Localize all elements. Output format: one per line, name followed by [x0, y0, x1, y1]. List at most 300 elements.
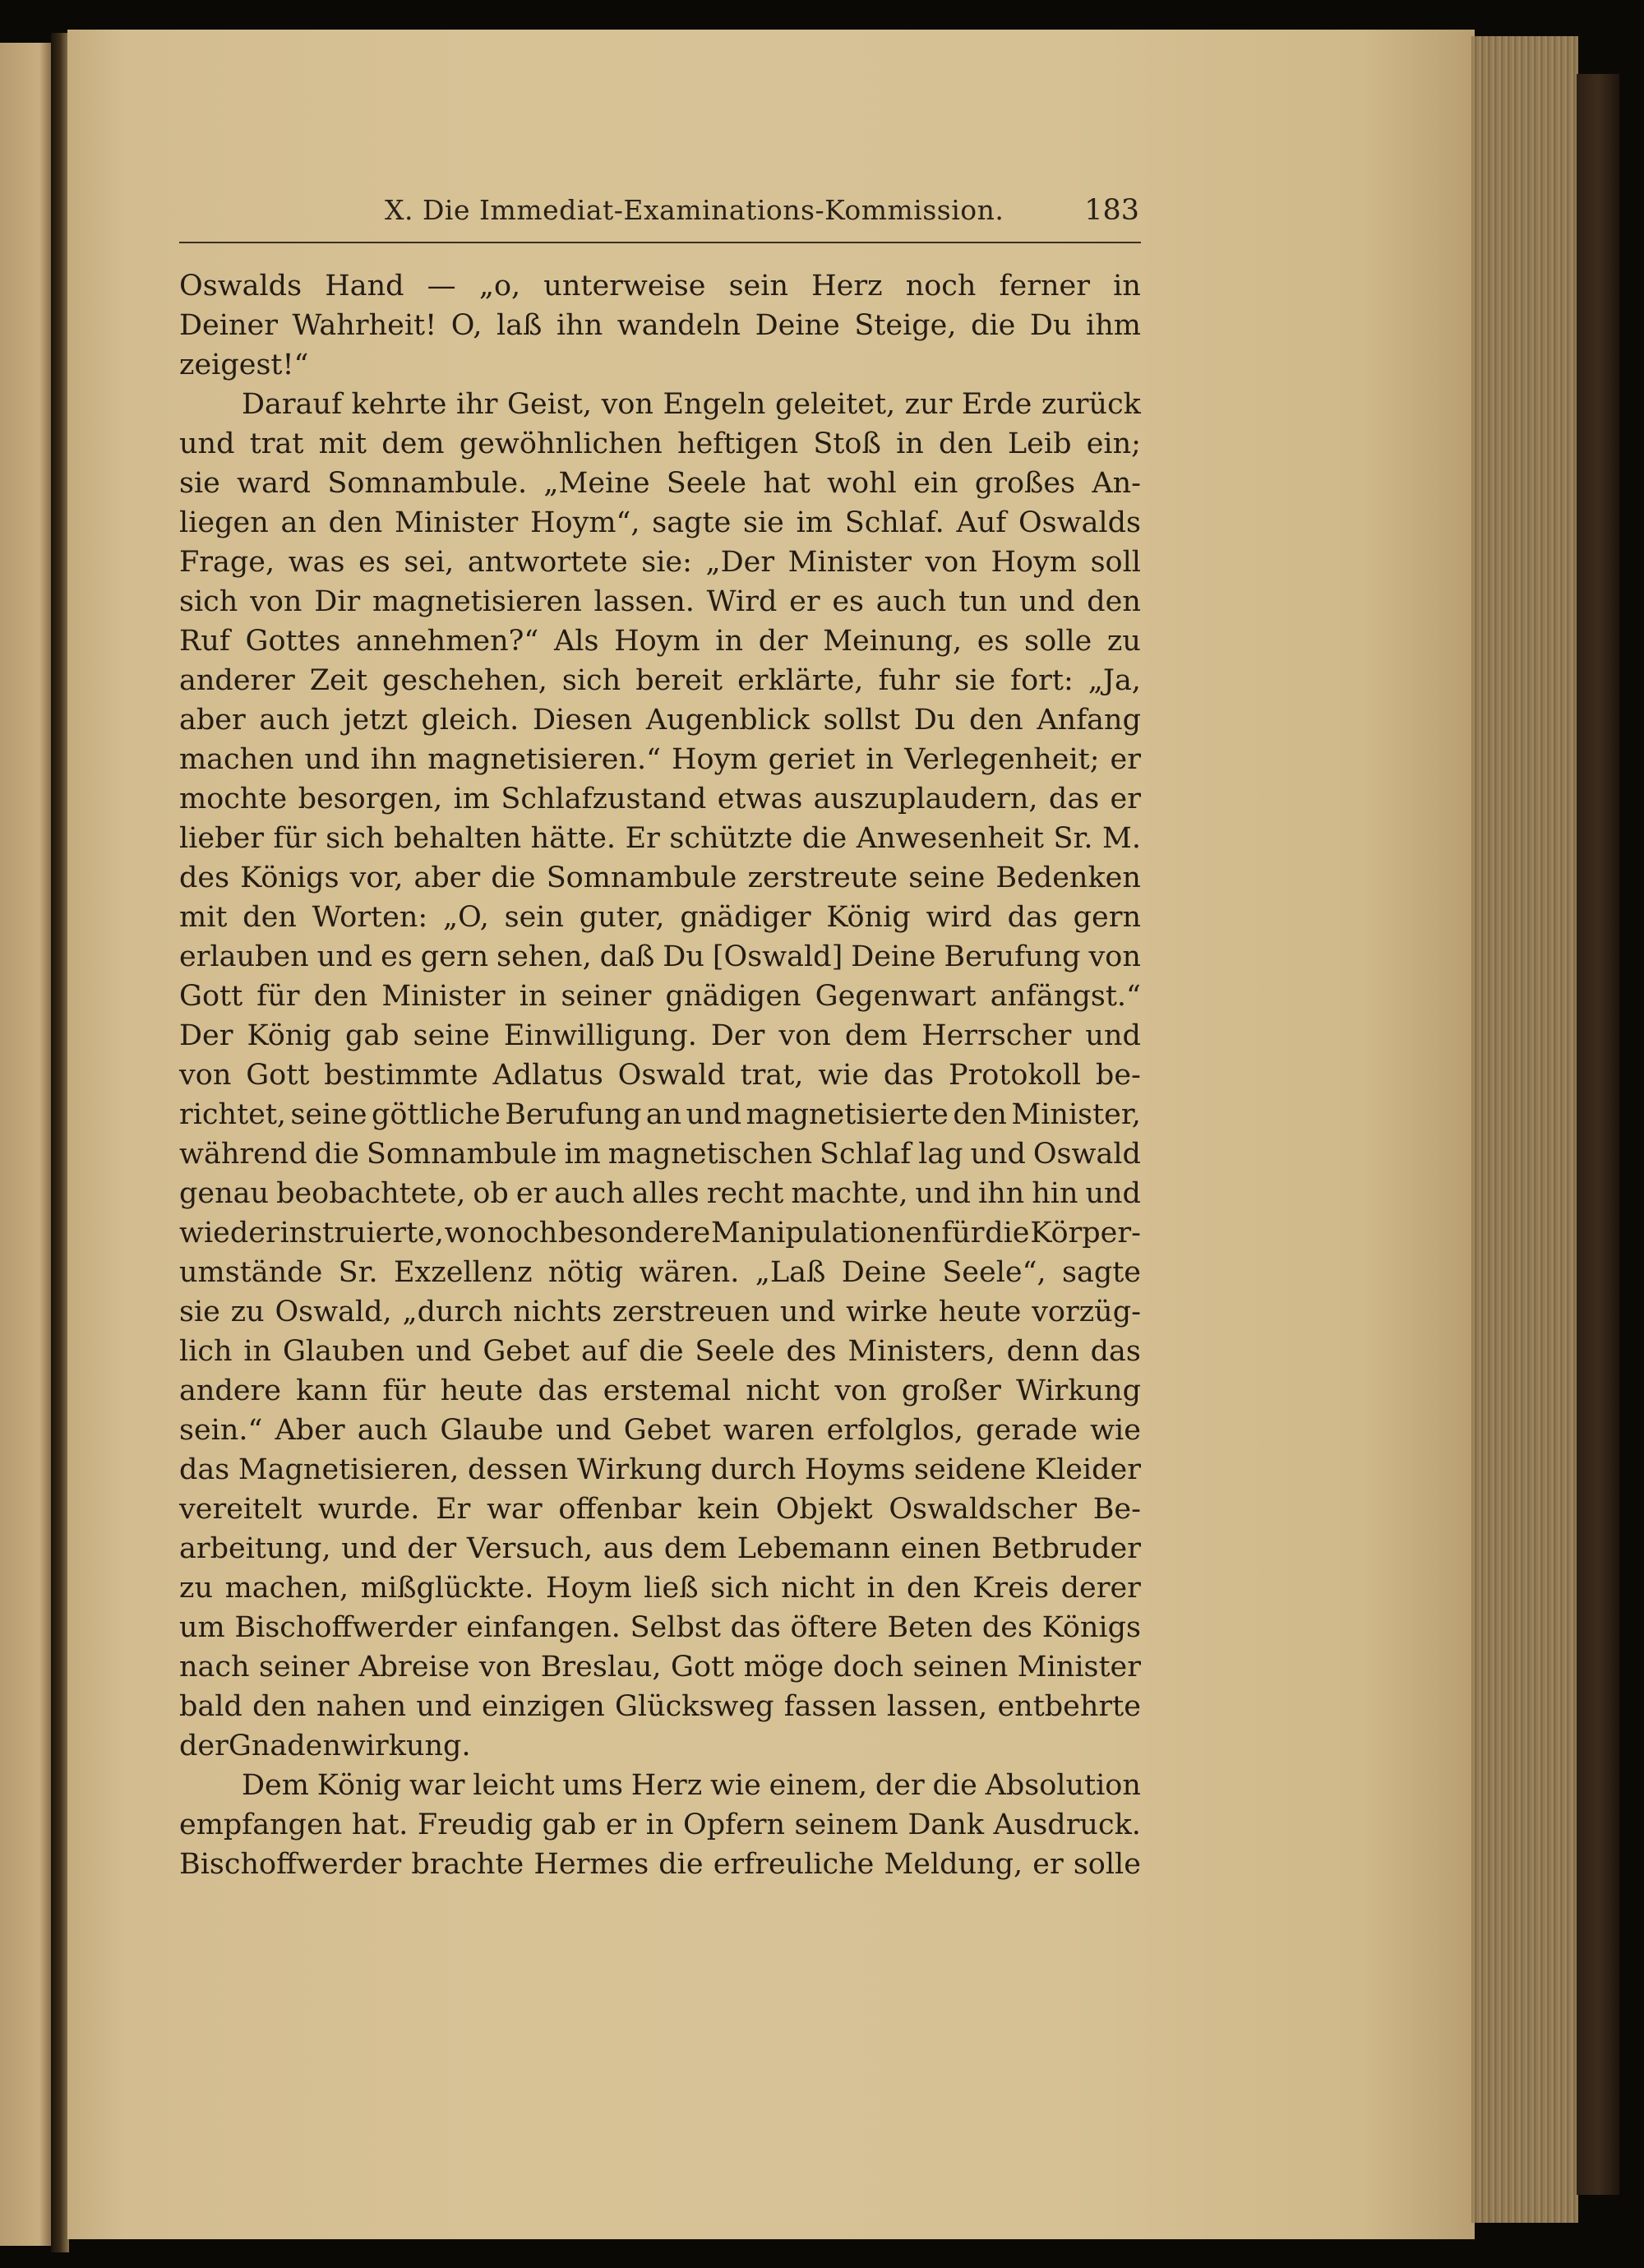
- word: gerade: [976, 1414, 1078, 1447]
- word: lich: [179, 1335, 233, 1368]
- word: Einwilligung.: [503, 1019, 697, 1052]
- word: Minister,: [1011, 1098, 1141, 1131]
- word: Hand: [325, 270, 404, 303]
- word: gern: [420, 940, 489, 973]
- word: Exzellenz: [393, 1256, 533, 1289]
- word: ihn: [977, 1177, 1025, 1210]
- word: sein: [504, 901, 565, 934]
- word: Worten:: [312, 901, 428, 934]
- word: das: [1048, 783, 1100, 815]
- word: lieber: [179, 822, 264, 855]
- word: gnädiger: [680, 901, 811, 934]
- word: Dir: [314, 585, 361, 618]
- word: Gott: [246, 1059, 310, 1092]
- word: „durch: [402, 1296, 503, 1328]
- word: und: [686, 1098, 742, 1131]
- word: König: [316, 1769, 402, 1802]
- word: im: [796, 506, 833, 539]
- word: er: [1110, 783, 1141, 815]
- word: Stoß: [813, 427, 881, 460]
- word: an: [280, 506, 316, 539]
- word: in: [1113, 270, 1141, 303]
- word: wandeln: [616, 309, 741, 342]
- word: von: [1088, 940, 1141, 973]
- word: mit: [179, 901, 228, 934]
- text-line: [179, 1292, 1141, 1332]
- word: sie: [743, 506, 784, 539]
- word: sehen,: [496, 940, 592, 973]
- text-line: [179, 1490, 1141, 1529]
- word: ihm: [1086, 309, 1141, 342]
- word: machte,: [791, 1177, 908, 1210]
- word: Anwesenheit: [856, 822, 1044, 855]
- word: Steige,: [854, 309, 957, 342]
- word: hat.: [351, 1808, 409, 1841]
- word: erfolglos,: [826, 1414, 964, 1447]
- word: mißglückte.: [360, 1572, 534, 1605]
- word: Seele: [695, 1335, 775, 1368]
- word: trat,: [740, 1059, 804, 1092]
- word: schützte: [669, 822, 793, 855]
- text-line: [179, 1647, 1141, 1687]
- word: lassen.: [593, 585, 695, 618]
- word: genau: [179, 1177, 270, 1210]
- word: seiner: [259, 1651, 349, 1684]
- word: die: [971, 309, 1016, 342]
- word: das: [730, 1611, 781, 1644]
- word: einem,: [769, 1769, 868, 1802]
- word: es: [358, 546, 390, 579]
- word: auszuplaudern,: [813, 783, 1038, 815]
- word: erfreuliche: [713, 1848, 875, 1881]
- word: Hoym: [545, 1572, 632, 1605]
- text-line: [179, 1213, 1141, 1253]
- word: und: [915, 1177, 971, 1210]
- text-line: [179, 1411, 1141, 1450]
- word: bald: [179, 1690, 242, 1723]
- word: Du: [663, 940, 704, 973]
- word: des: [179, 861, 230, 894]
- word: lag: [918, 1138, 963, 1171]
- text-line: [179, 1529, 1141, 1568]
- word: jetzt: [343, 704, 408, 737]
- text-line: [179, 819, 1141, 858]
- word: Verlegenheit;: [904, 743, 1100, 776]
- word: das: [179, 1453, 230, 1486]
- word: Berufung: [505, 1098, 642, 1131]
- text-line: [179, 582, 1141, 621]
- word: sein.“: [179, 1414, 263, 1447]
- word: Meldung,: [884, 1848, 1023, 1881]
- word: war: [409, 1769, 465, 1802]
- word: Hoym: [672, 743, 758, 776]
- text-line: [179, 543, 1141, 582]
- word: und: [556, 1414, 612, 1447]
- word: Oswalds: [1018, 506, 1141, 539]
- word: im: [453, 783, 490, 815]
- word: Freudig: [417, 1808, 533, 1841]
- word: seidene: [914, 1453, 1027, 1486]
- word: Somnambule.: [327, 467, 528, 500]
- word: und: [1085, 1019, 1141, 1052]
- word: gern: [1073, 901, 1141, 934]
- word: ob: [473, 1177, 509, 1210]
- text-line: [179, 1253, 1141, 1292]
- word: König: [247, 1019, 331, 1052]
- word: aus: [603, 1532, 654, 1565]
- word: empfangen: [179, 1808, 343, 1841]
- word: Augenblick: [645, 704, 810, 737]
- word: dessen: [468, 1453, 569, 1486]
- word: in: [715, 625, 744, 658]
- word: für: [256, 980, 300, 1013]
- text-line: [179, 266, 1141, 306]
- word: beobachtete,: [276, 1177, 466, 1210]
- word: anfängst.“: [990, 980, 1141, 1013]
- book-gutter: [51, 33, 69, 2252]
- word: doch: [833, 1651, 904, 1684]
- word: Auf: [956, 506, 1007, 539]
- word: Breslau,: [540, 1651, 662, 1684]
- word: magnetisierte: [746, 1098, 949, 1131]
- word: geleitet,: [774, 388, 896, 421]
- word: Deine: [755, 309, 840, 342]
- word: kehrte: [351, 388, 447, 421]
- word: „o,: [478, 270, 521, 303]
- word: hin: [1032, 1177, 1078, 1210]
- word: „O,: [442, 901, 489, 934]
- word: den: [953, 1098, 1007, 1131]
- word: vorzüg-: [1032, 1296, 1141, 1328]
- word: Somnambule: [546, 861, 737, 894]
- word: das: [1007, 901, 1058, 934]
- word: den: [907, 1572, 961, 1605]
- text-line: [179, 898, 1141, 937]
- word: Engeln: [663, 388, 766, 421]
- word: kein: [697, 1493, 760, 1526]
- word: wie: [818, 1059, 870, 1092]
- word: und: [970, 1138, 1026, 1171]
- word: heute: [938, 1296, 1022, 1328]
- word: Der: [179, 1019, 233, 1052]
- word: vereitelt: [179, 1493, 302, 1526]
- word: waren: [723, 1414, 815, 1447]
- word: Seele: [666, 467, 747, 500]
- word: die: [932, 1769, 977, 1802]
- text-line: [179, 779, 1141, 819]
- word: auch: [554, 1177, 625, 1210]
- word: Er: [625, 822, 660, 855]
- word: Gebet: [483, 1335, 570, 1368]
- word: Dem: [242, 1769, 309, 1802]
- word: anderer: [179, 664, 295, 697]
- word: an: [645, 1098, 682, 1131]
- text-line: [179, 1450, 1141, 1490]
- word: die: [491, 861, 536, 894]
- word: O,: [450, 309, 483, 342]
- word: Deiner: [179, 309, 278, 342]
- word: Magnetisieren,: [238, 1453, 459, 1486]
- word: be-: [1095, 1059, 1141, 1092]
- word: des: [981, 1611, 1032, 1644]
- word: Oswald: [1032, 1138, 1141, 1171]
- facing-page-edge: [0, 43, 56, 2246]
- word: sich: [326, 822, 385, 855]
- word: Herz: [811, 270, 883, 303]
- word: das: [883, 1059, 935, 1092]
- word: „Laß: [755, 1256, 826, 1289]
- word: dem: [663, 1532, 727, 1565]
- word: seine: [908, 861, 986, 894]
- word: Deine: [851, 940, 936, 973]
- word: heute: [440, 1374, 524, 1407]
- word: zu: [1106, 625, 1141, 658]
- word: alles: [631, 1177, 700, 1210]
- page-number: 183: [1084, 194, 1139, 227]
- word: Selbst: [630, 1611, 721, 1644]
- word: Du: [913, 704, 956, 737]
- word: des: [786, 1335, 837, 1368]
- word: hätte.: [530, 822, 616, 855]
- word: sein: [728, 270, 788, 303]
- word: auch: [875, 585, 947, 618]
- word: Bedenken: [995, 861, 1141, 894]
- word: Glauben: [282, 1335, 405, 1368]
- body-text: [179, 266, 1141, 1884]
- word: den: [252, 1690, 307, 1723]
- word: Sr.: [338, 1256, 378, 1289]
- word: Versuch,: [466, 1532, 593, 1565]
- header-rule: [179, 242, 1141, 243]
- text-line: [179, 385, 1141, 424]
- word: Be-: [1092, 1493, 1141, 1526]
- text-line: [179, 1687, 1141, 1726]
- word: heftigen: [677, 427, 799, 460]
- word: arbeitung,: [179, 1532, 331, 1565]
- word: Minister: [381, 980, 506, 1013]
- word: einen: [900, 1532, 981, 1565]
- word: er: [1110, 743, 1141, 776]
- text-line: [179, 937, 1141, 977]
- word: gab: [542, 1808, 597, 1841]
- word: Hoyms: [804, 1453, 906, 1486]
- word: recht: [706, 1177, 784, 1210]
- word: etwas: [717, 783, 803, 815]
- word: Als: [553, 625, 599, 658]
- word: den: [328, 506, 383, 539]
- word: [Oswald]: [712, 940, 843, 973]
- text-line: [179, 740, 1141, 779]
- word: gnädigen: [665, 980, 801, 1013]
- word: von: [778, 1019, 831, 1052]
- word: erstemal: [603, 1374, 732, 1407]
- word: Geist,: [507, 388, 593, 421]
- word: ferner: [999, 270, 1090, 303]
- word: einfangen.: [466, 1611, 621, 1644]
- word: machen,: [224, 1572, 349, 1605]
- word: wären.: [639, 1256, 740, 1289]
- word: Ruf: [179, 625, 230, 658]
- word: den: [1087, 585, 1141, 618]
- word: in: [866, 1572, 895, 1605]
- word: wohl: [827, 467, 897, 500]
- word: soll: [1090, 546, 1141, 579]
- word: nötig: [547, 1256, 624, 1289]
- word: Manipulationen: [710, 1217, 941, 1249]
- word: sich: [710, 1572, 769, 1605]
- word: fort:: [1010, 664, 1074, 697]
- word: großer: [901, 1374, 1001, 1407]
- word: instruierte,: [279, 1217, 445, 1249]
- word: nahen: [316, 1690, 407, 1723]
- word: nicht: [781, 1572, 856, 1605]
- word: Hoym“,: [529, 506, 640, 539]
- word: Gegenwart: [815, 980, 977, 1013]
- word: ließ: [644, 1572, 699, 1605]
- word: göttliche: [371, 1098, 501, 1131]
- word: und: [1085, 1177, 1141, 1210]
- word: Hoym: [614, 625, 700, 658]
- word: zurück: [1041, 388, 1141, 421]
- word: Protokoll: [948, 1059, 1082, 1092]
- word: zu: [230, 1296, 265, 1328]
- word: wird: [926, 901, 992, 934]
- word: von: [250, 585, 302, 618]
- word: es: [832, 585, 864, 618]
- word: Der: [710, 1019, 765, 1052]
- word: Du: [1029, 309, 1072, 342]
- word: gab: [344, 1019, 399, 1052]
- word: Hoym: [991, 546, 1077, 579]
- word: Erde: [961, 388, 1032, 421]
- word: Gott: [671, 1651, 735, 1684]
- word: Somnambule: [366, 1138, 557, 1171]
- word: Deine: [841, 1256, 926, 1289]
- word: Anfang: [1037, 704, 1141, 737]
- word: Seele“,: [942, 1256, 1046, 1289]
- word: möge: [743, 1651, 824, 1684]
- word: zur: [904, 388, 953, 421]
- text-line: [179, 1608, 1141, 1647]
- word: für: [941, 1217, 985, 1249]
- word: guter,: [579, 901, 665, 934]
- word: sie: [954, 664, 996, 697]
- word: Ausdruck.: [993, 1808, 1141, 1841]
- word: im: [564, 1138, 601, 1171]
- word: Gebet: [623, 1414, 711, 1447]
- word: annehmen?“: [356, 625, 539, 658]
- word: der: [179, 1730, 229, 1762]
- word: Oswald: [617, 1059, 726, 1092]
- word: der: [758, 625, 808, 658]
- word: Ministers,: [847, 1335, 995, 1368]
- word: daß: [599, 940, 655, 973]
- word: Wird: [706, 585, 778, 618]
- word: Zeit: [309, 664, 368, 697]
- word: magnetisieren.“: [427, 743, 662, 776]
- word: gleich.: [421, 704, 520, 737]
- word: den: [939, 427, 993, 460]
- word: geriet: [768, 743, 856, 776]
- word: Schlafzustand: [501, 783, 707, 815]
- word: Gott: [179, 980, 243, 1013]
- word: bereit: [635, 664, 723, 697]
- word: die: [801, 822, 847, 855]
- word: fuhr: [878, 664, 940, 697]
- word: seine: [413, 1019, 490, 1052]
- word: für: [273, 822, 316, 855]
- word: wie: [1090, 1414, 1141, 1447]
- word: Königs: [1041, 1611, 1141, 1644]
- word: wie: [709, 1769, 761, 1802]
- word: und: [304, 743, 360, 776]
- word: sie: [179, 467, 220, 500]
- word: offenbar: [558, 1493, 681, 1526]
- word: und: [341, 1532, 397, 1565]
- book-cover-edge: [1577, 74, 1619, 2195]
- word: Darauf: [242, 388, 343, 421]
- word: den: [313, 980, 368, 1013]
- page-fore-edge: [1471, 36, 1578, 2223]
- word: Hermes: [533, 1848, 649, 1881]
- word: mit: [318, 427, 367, 460]
- word: Abreise: [358, 1651, 470, 1684]
- word: von: [601, 388, 653, 421]
- word: Wahrheit!: [292, 309, 437, 342]
- word: unterweise: [543, 270, 706, 303]
- word: entbehrte: [997, 1690, 1141, 1723]
- word: aber: [413, 861, 481, 894]
- word: Leib: [1007, 427, 1072, 460]
- text-line: [179, 1055, 1141, 1095]
- word: die: [639, 1335, 684, 1368]
- word: für: [382, 1374, 426, 1407]
- word: zerstreuen: [612, 1296, 770, 1328]
- word: M.: [1102, 822, 1141, 855]
- text-line: [179, 1016, 1141, 1055]
- word: er: [515, 1177, 547, 1210]
- word: Oswaldscher: [889, 1493, 1077, 1526]
- word: antwortete: [467, 546, 628, 579]
- word: mochte: [179, 783, 288, 815]
- word: König: [826, 901, 911, 934]
- word: er: [605, 1808, 637, 1841]
- word: Minister: [1017, 1651, 1141, 1684]
- word: in: [645, 1808, 674, 1841]
- word: es: [977, 625, 1009, 658]
- word: kann: [296, 1374, 368, 1407]
- word: erlauben: [179, 940, 309, 973]
- word: Kreis: [972, 1572, 1050, 1605]
- running-head: X. Die Immediat-Examinations-Kommission.: [385, 194, 1004, 226]
- word: die: [985, 1217, 1030, 1249]
- word: Körper-: [1030, 1217, 1141, 1249]
- text-line: [179, 464, 1141, 503]
- word: noch: [905, 270, 977, 303]
- word: Betbruder: [991, 1532, 1141, 1565]
- text-line: [179, 306, 1141, 345]
- word: umstände: [179, 1256, 323, 1289]
- word: „Meine: [543, 467, 650, 500]
- word: Königs: [240, 861, 339, 894]
- page-header: [179, 194, 1139, 235]
- word: wieder: [179, 1217, 279, 1249]
- word: geschehen,: [382, 664, 547, 697]
- word: von: [179, 1059, 232, 1092]
- word: Sr.: [1053, 822, 1093, 855]
- word: nichts: [513, 1296, 603, 1328]
- word: Schlaf: [820, 1138, 912, 1171]
